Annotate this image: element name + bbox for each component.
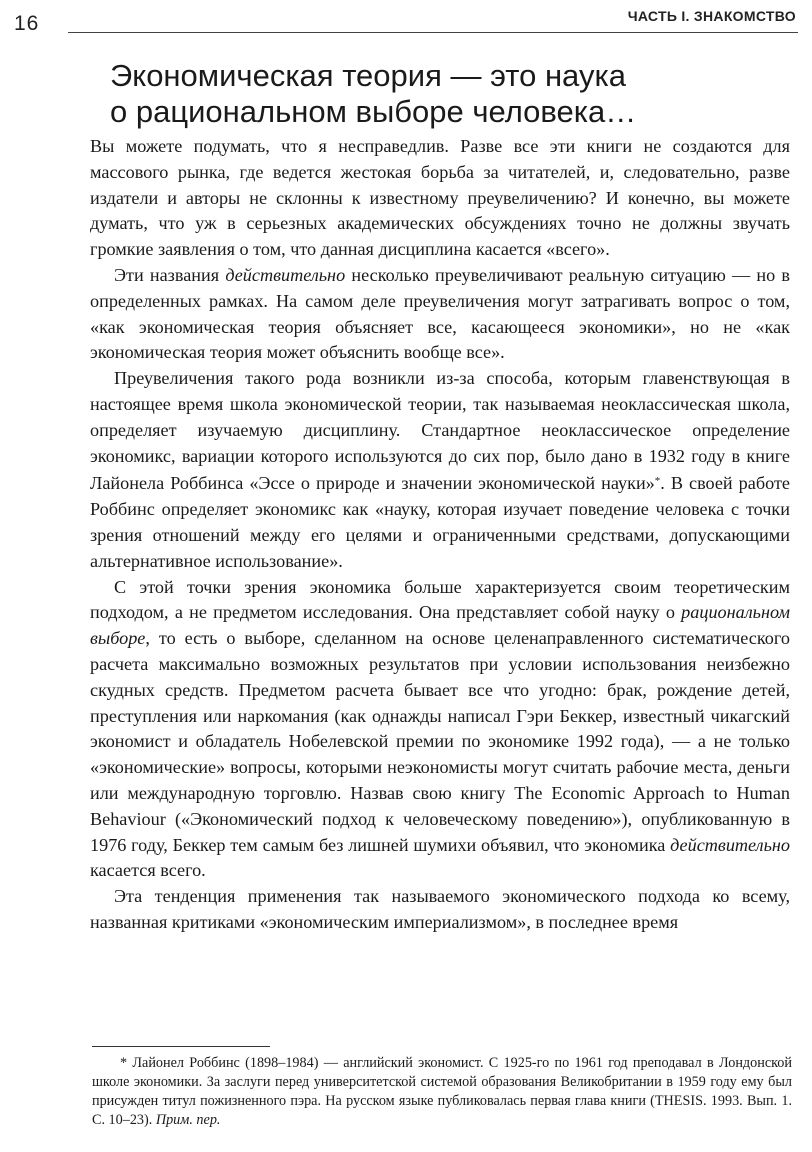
footnote-reference: * [654,475,661,488]
paragraph-2-emphasis: действительно [225,264,346,285]
paragraph-3-text-b: . В своей работе Роббинс определяет экономикс как «науку, которая изучает поведение человека с точки зрения отношений между его целями и ограниченными средствами, допускающими альтернативное использование». [90,473,790,571]
paragraph-4 [90,575,790,885]
footnote-rule [92,1046,270,1047]
paragraph-4-emphasis-1: рациональном выборе [90,602,790,649]
body-text [90,134,790,936]
paragraph-3-text-a: Преувеличения такого рода возникли из-за способа, которым главенствующая в настоящее время школа экономической теории, так называемая неоклассическая школа, определяет изучаемую дисциплину. Стандартное неоклассическое определение экономикс, вариации которого используются до сих пор, было дано в 1932 году в книге Лайонела Роббинса «Эссе о природе и значении экономической науки» [90,368,790,494]
footnote-text: Лайонел Роббинс (1898–1984) — английский экономист. С 1925-го по 1961 год преподавал в Лондонской школе экономики. За заслуги перед университетской системой образования Великобритании в 1959 году ему был присужден титул пожизненного пэра. На русском языке публиковалась первая глава книги (THESIS. 1993. Вып. 1. С. 10–23). [92,1055,792,1128]
paragraph-1: Вы можете подумать, что я несправедлив. Разве все эти книги не создаются для массового рынка, где ведется жестокая борьба за читателей, и, следовательно, разве издатели и авторы не склонны к известному преувеличению? И конечно, вы можете думать, что уж в серьезных академических обсуждениях точно не должны звучать громкие заявления о том, что данная дисциплина касается «всего». [90,136,790,260]
paragraph-5: Эта тенденция применения так называемого экономического подхода ко всему, названная критиками «экономическим империализмом», в последнее время [90,886,790,932]
page-number: 16 [14,12,40,35]
paragraph-2-text-b: несколько преувеличивают реальную ситуацию — но в определенных рамках. На самом деле преувеличения могут затрагивать вопрос о том, «как экономическая теория объясняет все, касающееся экономики», но не «как экономическая теория может объяснить вообще все». [90,264,790,363]
section-title-line-2: о рациональном выборе человека… [110,94,637,129]
footnote-mark: * [120,1055,128,1071]
section-title-line-1: Экономическая теория — это наука [110,58,626,93]
paragraph-2 [90,263,790,366]
paragraph-4-emphasis-2: действительно [670,834,790,855]
paragraph-4-text-a: С этой точки зрения экономика больше характеризуется своим теоретическим подходом, а не предметом исследования. Она представляет собой науку о [90,576,790,623]
paragraph-4-text-c: касается всего. [90,860,206,881]
running-head: ЧАСТЬ I. ЗНАКОМСТВО [627,8,796,24]
footnote [92,1054,792,1130]
paragraph-4-text-b: , то есть о выборе, сделанном на основе целенаправленного систематического расчета максимально возможных результатов при условии использования неизбежно скудных средств. Предметом расчета бывает все что угодно: брак, рождение детей, преступления или наркомания (как однажды написал Гэри Беккер, известный чикагский экономист и обладатель Нобелевской премии по экономике 1992 года), — а не только «экономические» вопросы, которыми неэкономисты могут считать рабочие места, деньги или международную торговлю. Назвав свою книгу The Economic Approach to Human Behaviour («Экономический подход к человеческому поведению»), опубликованную в 1976 году, Беккер тем самым без лишней шумихи объявил, что экономика [90,628,790,855]
section-title [110,58,710,130]
header-rule [68,32,798,33]
footnote-translator-note: Прим. пер. [155,1112,221,1128]
paragraph-3 [90,366,790,574]
paragraph-2-text-a: Эти названия [114,264,226,285]
